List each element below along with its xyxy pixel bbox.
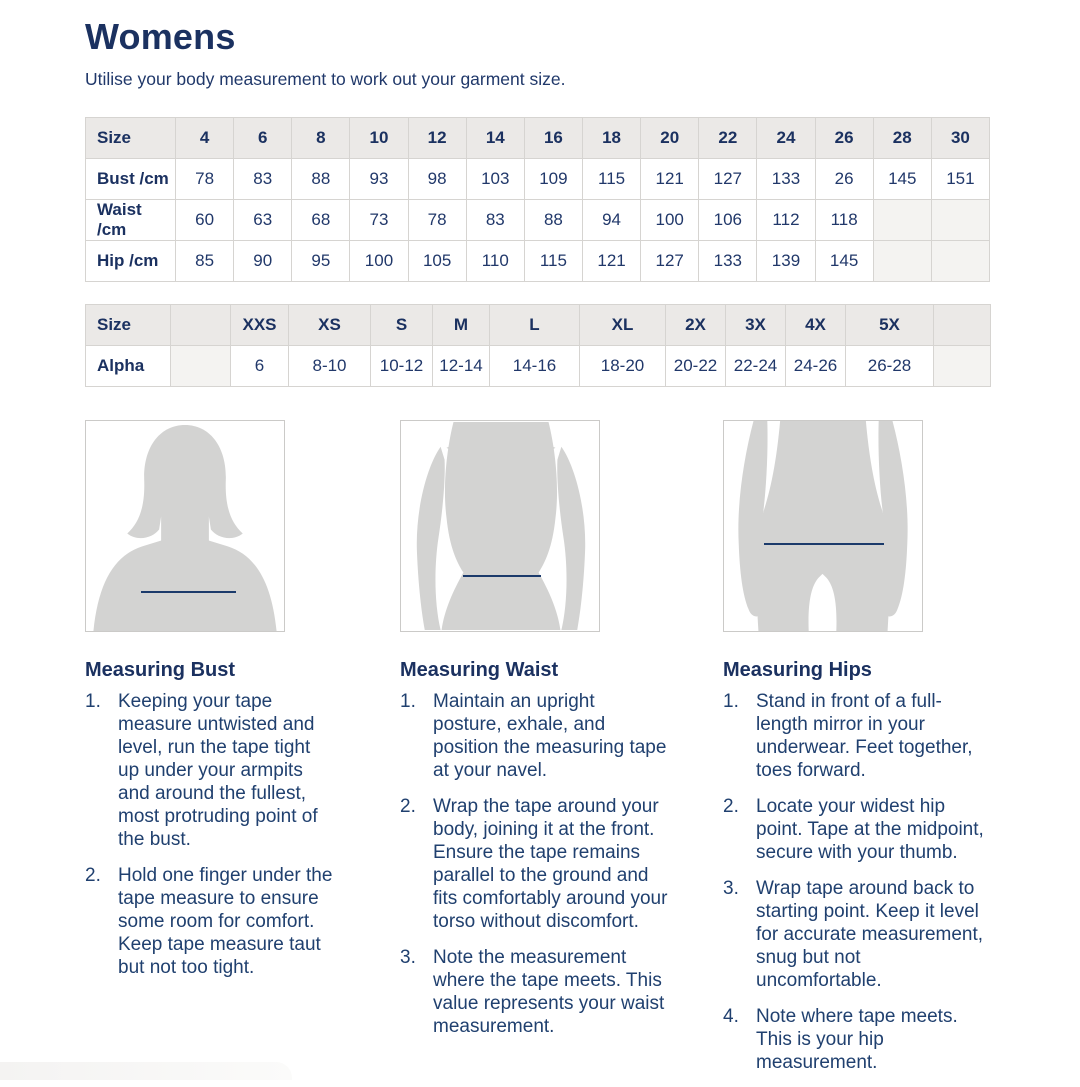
hips-silhouette (724, 421, 922, 631)
size-col-header: 26 (815, 118, 873, 159)
alpha-size-header-cell: Size (86, 305, 171, 346)
waist-figure-box (400, 420, 600, 632)
alpha-col-header: 2X (666, 305, 726, 346)
alpha-value-cell: 26-28 (846, 346, 934, 387)
size-col-header: 24 (757, 118, 815, 159)
measuring-hips-heading: Measuring Hips (723, 659, 872, 681)
hip-value-cell: 85 (176, 241, 234, 282)
bust-row-label: Bust /cm (86, 159, 176, 200)
size-col-header: 30 (931, 118, 989, 159)
bust-value-cell: 151 (931, 159, 989, 200)
alpha-col-header: 5X (846, 305, 934, 346)
figures-row (85, 420, 990, 632)
waist-measure-line (463, 575, 541, 577)
step-text: Wrap the tape around your body, joining it at the front. Ensure the tape remains parallel to the ground and fits comfortably around your torso without discomfort. (433, 796, 668, 932)
alpha-col-header: XS (289, 305, 371, 346)
step-text: Note where tape meets. This is your hip measurement. (756, 1006, 958, 1073)
size-col-header: 8 (292, 118, 350, 159)
step-text: Maintain an upright posture, exhale, and position the measuring tape at your navel. (433, 691, 667, 781)
waist-silhouette (401, 421, 600, 631)
measuring-waist-heading: Measuring Waist (400, 659, 559, 681)
hip-value-cell: 133 (699, 241, 757, 282)
hip-row-label: Hip /cm (86, 241, 176, 282)
alpha-col-header: S (371, 305, 433, 346)
step-text: Note the measurement where the tape meets. This value represents your waist measurement. (433, 947, 665, 1037)
hips-figure-box (723, 420, 923, 632)
measuring-step (400, 946, 668, 1038)
hip-value-cell: 110 (466, 241, 524, 282)
size-col-header: 18 (582, 118, 640, 159)
page-title: Womens (85, 16, 236, 57)
waist-value-cell: 63 (234, 200, 292, 241)
alpha-col-header: L (490, 305, 580, 346)
numeric-size-table (85, 117, 990, 282)
bust-value-cell: 121 (641, 159, 699, 200)
alpha-col-header (171, 305, 231, 346)
bust-figure-box (85, 420, 285, 632)
waist-value-cell: 68 (292, 200, 350, 241)
bust-value-cell: 26 (815, 159, 873, 200)
size-table-header-row (86, 118, 990, 159)
hip-empty-cell (873, 241, 931, 282)
measuring-hips-section (723, 659, 990, 1087)
size-col-header: 20 (641, 118, 699, 159)
step-text: Keeping your tape measure untwisted and level, run the tape tight up under your armpits and around the fullest, most protruding point of the bust. (118, 691, 318, 850)
alpha-row-label: Alpha (86, 346, 171, 387)
bust-steps-list (85, 690, 335, 979)
size-col-header: 16 (524, 118, 582, 159)
waist-value-cell: 106 (699, 200, 757, 241)
hip-value-cell: 95 (292, 241, 350, 282)
waist-value-cell: 73 (350, 200, 408, 241)
measuring-bust-section (85, 659, 400, 1087)
hips-steps-list (723, 690, 991, 1074)
next-section-peek (0, 1062, 292, 1080)
alpha-col-header: M (433, 305, 490, 346)
size-col-header: 6 (234, 118, 292, 159)
waist-value-cell: 118 (815, 200, 873, 241)
alpha-value-cell: 20-22 (666, 346, 726, 387)
hip-value-cell: 100 (350, 241, 408, 282)
bust-value-cell: 109 (524, 159, 582, 200)
alpha-value-cell: 18-20 (580, 346, 666, 387)
hip-value-cell: 121 (582, 241, 640, 282)
bust-value-cell: 115 (582, 159, 640, 200)
waist-empty-cell (931, 200, 989, 241)
alpha-row (86, 346, 991, 387)
instructions-row (85, 659, 990, 1087)
bust-value-cell: 93 (350, 159, 408, 200)
measuring-bust-heading: Measuring Bust (85, 659, 236, 681)
alpha-col-header: 3X (726, 305, 786, 346)
hip-value-cell: 115 (524, 241, 582, 282)
bust-value-cell: 133 (757, 159, 815, 200)
hip-value-cell: 90 (234, 241, 292, 282)
alpha-col-header (934, 305, 991, 346)
step-text: Hold one finger under the tape measure to ensure some room for comfort. Keep tape measure taut but not too tight. (118, 865, 333, 978)
waist-empty-cell (873, 200, 931, 241)
waist-value-cell: 94 (582, 200, 640, 241)
alpha-value-cell: 8-10 (289, 346, 371, 387)
step-text: Wrap tape around back to starting point. Keep it level for accurate measurement, snug but not uncomfortable. (756, 878, 984, 991)
hip-empty-cell (931, 241, 989, 282)
alpha-value-cell: 24-26 (786, 346, 846, 387)
measuring-step (85, 690, 335, 851)
measuring-step (400, 690, 668, 782)
measuring-waist-section (400, 659, 723, 1087)
size-col-header: 12 (408, 118, 466, 159)
step-text: Stand in front of a full-length mirror in your underwear. Feet together, toes forward. (756, 691, 973, 781)
waist-value-cell: 60 (176, 200, 234, 241)
page-subtitle: Utilise your body measurement to work out your garment size. (85, 69, 566, 89)
measuring-step (400, 795, 668, 933)
bust-value-cell: 145 (873, 159, 931, 200)
waist-value-cell: 83 (466, 200, 524, 241)
size-col-header: 4 (176, 118, 234, 159)
alpha-table-header-row (86, 305, 991, 346)
waist-value-cell: 88 (524, 200, 582, 241)
waist-row-label: Waist /cm (86, 200, 176, 241)
step-text: Locate your widest hip point. Tape at the midpoint, secure with your thumb. (756, 796, 984, 863)
alpha-value-cell: 22-24 (726, 346, 786, 387)
size-col-header: 14 (466, 118, 524, 159)
waist-value-cell: 112 (757, 200, 815, 241)
measuring-step (723, 690, 991, 782)
size-col-header: 28 (873, 118, 931, 159)
measuring-step (723, 877, 991, 992)
size-header-cell: Size (86, 118, 176, 159)
alpha-value-cell: 6 (231, 346, 289, 387)
bust-value-cell: 78 (176, 159, 234, 200)
measuring-step (85, 864, 335, 979)
bust-measure-line (141, 591, 236, 593)
alpha-value-cell: 10-12 (371, 346, 433, 387)
alpha-col-header: 4X (786, 305, 846, 346)
hip-value-cell: 139 (757, 241, 815, 282)
hip-value-cell: 127 (641, 241, 699, 282)
waist-steps-list (400, 690, 668, 1038)
hip-value-cell: 105 (408, 241, 466, 282)
waist-value-cell: 100 (641, 200, 699, 241)
alpha-empty-cell (934, 346, 991, 387)
bust-value-cell: 127 (699, 159, 757, 200)
size-col-header: 10 (350, 118, 408, 159)
measuring-step (723, 795, 991, 864)
hip-row (86, 241, 990, 282)
bust-value-cell: 83 (234, 159, 292, 200)
size-col-header: 22 (699, 118, 757, 159)
alpha-size-table (85, 304, 991, 387)
bust-value-cell: 98 (408, 159, 466, 200)
hip-value-cell: 145 (815, 241, 873, 282)
alpha-col-header: XXS (231, 305, 289, 346)
bust-value-cell: 88 (292, 159, 350, 200)
bust-silhouette (86, 421, 284, 631)
bust-row (86, 159, 990, 200)
measuring-step (723, 1005, 991, 1074)
alpha-value-cell: 12-14 (433, 346, 490, 387)
alpha-value-cell: 14-16 (490, 346, 580, 387)
waist-value-cell: 78 (408, 200, 466, 241)
bust-value-cell: 103 (466, 159, 524, 200)
waist-row (86, 200, 990, 241)
hip-measure-line (764, 543, 884, 545)
alpha-col-header: XL (580, 305, 666, 346)
alpha-empty-cell (171, 346, 231, 387)
